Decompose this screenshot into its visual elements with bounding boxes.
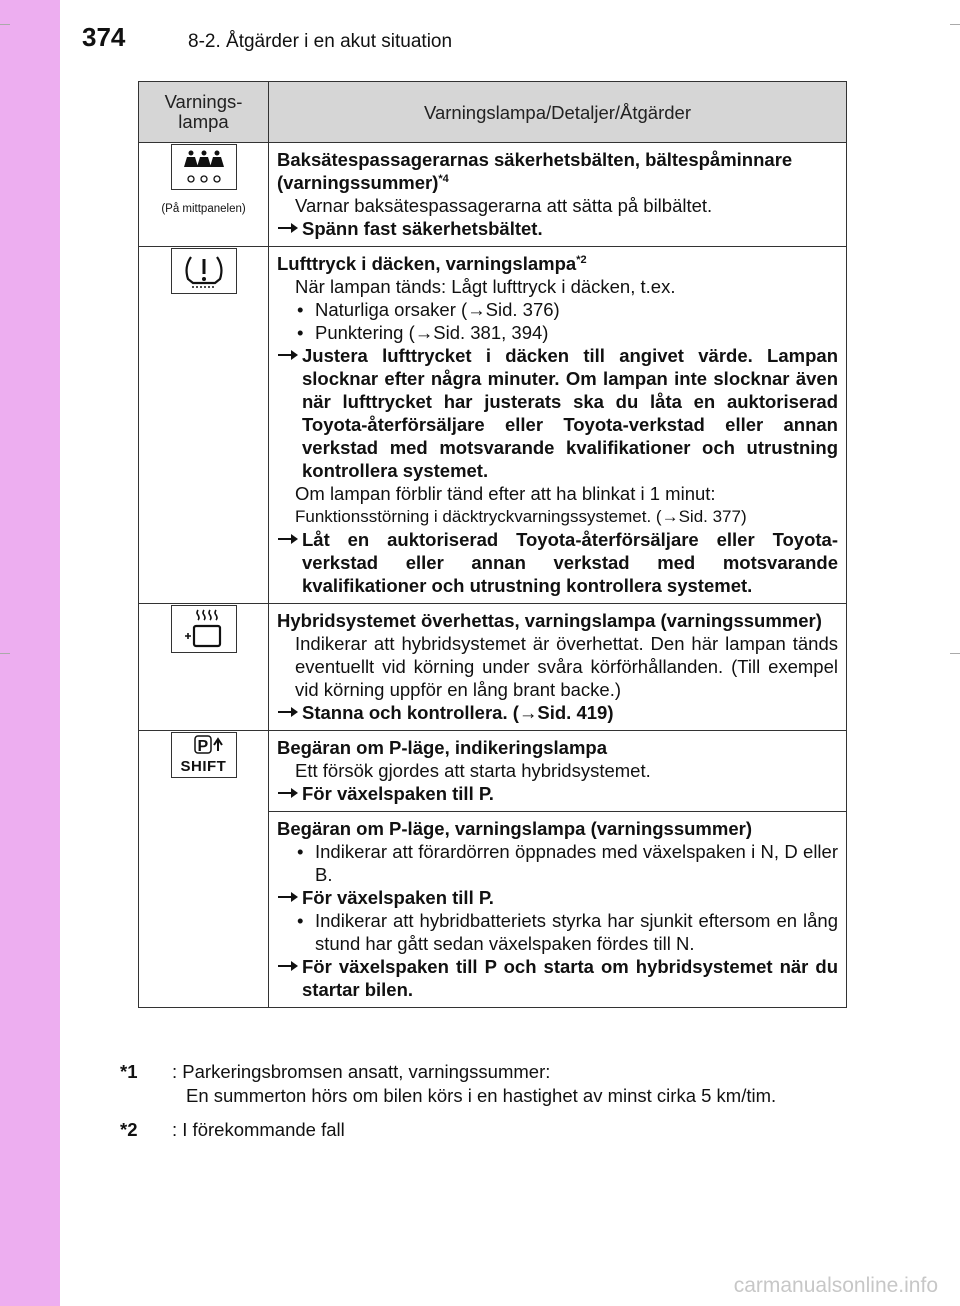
shift-label: SHIFT <box>180 758 227 775</box>
icon-cell <box>139 143 269 247</box>
footnote-ref: *4 <box>438 172 449 185</box>
warning-description: Om lampan förblir tänd efter att ha blinkat i 1 minut: <box>295 483 716 504</box>
details-cell <box>269 812 847 1008</box>
details-cell <box>269 604 847 731</box>
action-line <box>277 782 838 805</box>
arrow-icon <box>277 217 299 237</box>
col-header-lamp <box>139 82 269 143</box>
action-line <box>277 886 838 909</box>
footnote-text: En summerton hörs om bilen körs i en hastighet av minst cirka 5 km/tim. <box>186 1085 777 1106</box>
warning-title <box>277 148 838 194</box>
action-line <box>277 217 838 240</box>
col-header-details: Varningslampa/Detaljer/Åtgärder <box>269 82 847 143</box>
action-line <box>277 955 838 1001</box>
bullet-item: • Punktering (→Sid. 381, 394) <box>297 322 549 343</box>
footnote-text: : I förekommande fall <box>172 1119 345 1140</box>
page-number: 374 <box>82 22 126 52</box>
warning-table <box>138 81 847 1008</box>
page-header <box>60 0 960 62</box>
warning-description: Funktionsstörning i däcktryckvarningssystemet. (→Sid. 377) <box>295 507 747 526</box>
bullet-item: • Naturliga orsaker (→Sid. 376) <box>297 299 560 320</box>
crop-mark <box>950 653 960 654</box>
footnote-ref: *2 <box>576 253 587 266</box>
details-cell <box>269 731 847 812</box>
icon-cell <box>139 247 269 604</box>
crop-mark <box>0 653 10 654</box>
icon-caption: (På mittpanelen) <box>161 203 246 215</box>
warning-title: Begäran om P-läge, varningslampa (varningssummer) <box>277 818 752 839</box>
p-shift-icon <box>171 732 237 778</box>
warning-description: Varnar baksätespassagerarna att sätta på bilbältet. <box>295 195 713 216</box>
section-title: 8-2. Åtgärder i en akut situation <box>188 31 453 52</box>
p-letter: P <box>197 738 209 755</box>
icon-cell <box>139 731 269 1008</box>
bullet-item: • Indikerar att förardörren öppnades med växelspaken i N, D eller B. <box>297 841 838 885</box>
arrow-icon <box>277 955 299 975</box>
bullet-text: Indikerar att förardörren öppnades med växelspaken i N, D eller B. <box>315 841 838 885</box>
warning-title: Begäran om P-läge, indikeringslampa <box>277 737 608 758</box>
table-row <box>139 143 847 247</box>
footnote-mark: *2 <box>120 1119 138 1140</box>
action-text: Stanna och kontrollera. (→Sid. 419) <box>302 702 614 723</box>
action-text: För växelspaken till P och starta om hybridsystemet när du startar bilen. <box>302 956 838 1000</box>
warning-title-text: Baksätespassagerarnas säkerhetsbälten, bältespåminnare (varningssummer) <box>277 149 793 193</box>
arrow-icon <box>277 528 299 548</box>
table-header-row <box>139 82 847 143</box>
footnotes <box>120 1060 776 1152</box>
table-row <box>139 247 847 604</box>
warning-description: Indikerar att hybridsystemet är överhettat. Den här lampan tänds eventuellt vid körning under svåra körförhållanden. (Till exempel vid körning uppför en lång brant backe.) <box>295 633 838 700</box>
crop-mark <box>950 24 960 25</box>
warning-title <box>277 252 838 275</box>
footnote-2 <box>120 1118 776 1142</box>
action-text: Låt en auktoriserad Toyota-återförsäljare eller Toyota-verkstad eller annan verkstad med motsvarande kvalifikationer och utrustning kontrollera systemet. <box>302 529 838 596</box>
bullet-text: Punktering (→Sid. 381, 394) <box>315 322 549 343</box>
action-line <box>277 701 838 724</box>
action-text: För växelspaken till P. <box>302 887 494 908</box>
watermark: carmanualsonline.info <box>733 1274 938 1297</box>
action-line <box>277 528 838 597</box>
warning-description: När lampan tänds: Lågt lufttryck i däcken, t.ex. <box>295 276 676 297</box>
crop-mark <box>0 24 10 25</box>
bullet-text: Indikerar att hybridbatteriets styrka har sjunkit eftersom en lång stund har gått sedan växelspaken fördes till N. <box>315 910 838 954</box>
arrow-icon <box>277 782 299 802</box>
action-text: Justera lufttrycket i däcken till angivet värde. Lampan slocknar efter några minuter. Om lampan inte slocknar även när lufttrycket har justerats ska du låta en auktoriserad Toyota-återförsäljare eller Toyota-verkstad eller annan verkstad med motsvarande kvalifikationer och utrustning kontrollera systemet. <box>302 345 838 481</box>
action-line <box>277 344 838 482</box>
icon-cell <box>139 604 269 731</box>
details-cell <box>269 143 847 247</box>
arrow-icon <box>277 701 299 721</box>
footnote-mark: *1 <box>120 1061 138 1082</box>
arrow-icon <box>277 344 299 364</box>
table-row <box>139 731 847 812</box>
footnote-text: : Parkeringsbromsen ansatt, varningssummer: <box>172 1061 551 1082</box>
tire-pressure-icon <box>171 248 237 294</box>
action-text: Spänn fast säkerhetsbältet. <box>302 218 543 239</box>
bullet-item: • Indikerar att hybridbatteriets styrka har sjunkit eftersom en lång stund har gått sedan växelspaken fördes till N. <box>297 910 838 954</box>
warning-title-text: Lufttryck i däcken, varningslampa <box>277 253 577 274</box>
action-text: För växelspaken till P. <box>302 783 494 804</box>
warning-description: Ett försök gjordes att starta hybridsystemet. <box>295 760 651 781</box>
arrow-icon <box>277 886 299 906</box>
col-header-lamp-label: Varnings- lampa <box>164 91 243 132</box>
seatbelt-reminder-icon <box>171 144 237 190</box>
hybrid-overheat-icon <box>171 605 237 653</box>
footnote-1 <box>120 1060 776 1108</box>
table-row <box>139 604 847 731</box>
bullet-text: Naturliga orsaker (→Sid. 376) <box>315 299 560 320</box>
warning-title: Hybridsystemet överhettas, varningslampa (varningssummer) <box>277 610 822 631</box>
details-cell <box>269 247 847 604</box>
